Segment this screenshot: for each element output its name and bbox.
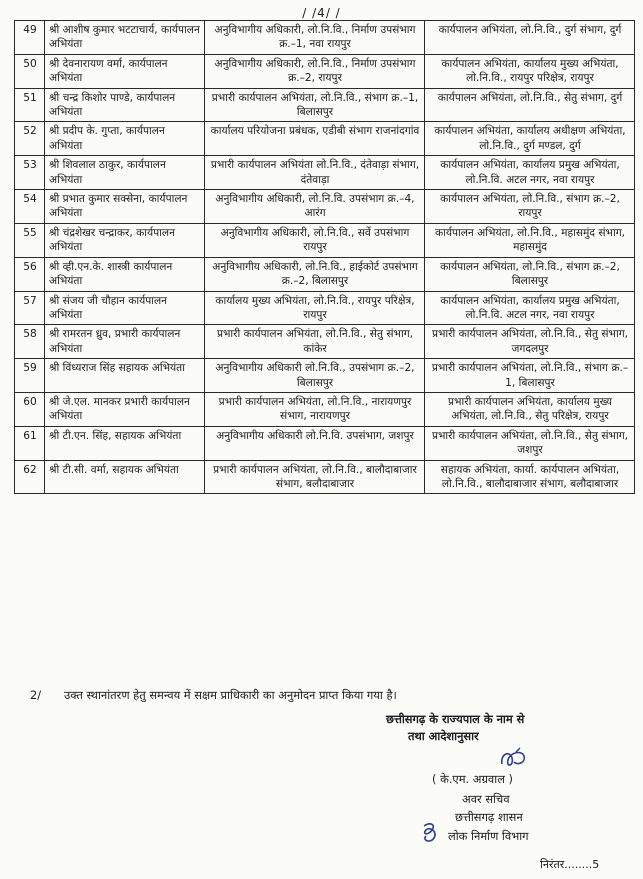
serial-number-cell: 54 bbox=[15, 190, 45, 224]
new-posting-cell: कार्यपालन अभियंता, कार्यालय मुख्य अभियंता, लो.नि.वि., रायपुर परिक्षेत्र, रायपुर bbox=[425, 54, 635, 88]
table-row bbox=[15, 122, 635, 156]
serial-number-cell: 56 bbox=[15, 257, 45, 291]
current-posting-cell: कार्यालय मुख्य अभियंता, लो.नि.वि., रायपुर परिक्षेत्र, रायपुर bbox=[205, 291, 425, 325]
handwritten-initial bbox=[416, 820, 446, 846]
handwritten-signature bbox=[496, 746, 530, 772]
serial-number-cell: 49 bbox=[15, 21, 45, 55]
current-posting-cell: प्रभारी कार्यपालन अभियंता, लो.नि.वि., सेतु संभाग, कांकेर bbox=[205, 325, 425, 359]
officer-name-cell: श्री जे.एल. मानकर प्रभारी कार्यपालन अभियंता bbox=[45, 392, 205, 426]
table-row bbox=[15, 190, 635, 224]
table-row bbox=[15, 54, 635, 88]
officer-name-cell: श्री विंध्यराज सिंह सहायक अभियंता bbox=[45, 359, 205, 393]
table-row bbox=[15, 392, 635, 426]
officer-name-cell: श्री व्ही.एन.के. शास्त्री कार्यपालन अभियंता bbox=[45, 257, 205, 291]
note-number: 2/ bbox=[30, 688, 42, 702]
officer-name-cell: श्री प्रभात कुमार सक्सेना, कार्यपालन अभियंता bbox=[45, 190, 205, 224]
officer-name-cell: श्री संजय जी चौहान कार्यपालन अभियंता bbox=[45, 291, 205, 325]
officer-name-cell: श्री टी.एन. सिंह, सहायक अभियंता bbox=[45, 426, 205, 460]
officer-name-cell: श्री शिवलाल ठाकुर, कार्यपालन अभियंता bbox=[45, 156, 205, 190]
table-row bbox=[15, 88, 635, 122]
new-posting-cell: कार्यपालन अभियंता, लो.नि.वि., संभाग क्र.–2, बिलासपुर bbox=[425, 257, 635, 291]
signatory-name: ( के.एम. अग्रवाल ) bbox=[432, 772, 513, 786]
serial-number-cell: 58 bbox=[15, 325, 45, 359]
new-posting-cell: कार्यपालन अभियंता, कार्यालय प्रमुख अभियंता, लो.नि.वि. अटल नगर, नवा रायपुर bbox=[425, 291, 635, 325]
transfer-table-body bbox=[15, 21, 635, 494]
table-row bbox=[15, 426, 635, 460]
officer-name-cell: श्री चंद्रशेखर चन्द्राकर, कार्यपालन अभियंता bbox=[45, 223, 205, 257]
serial-number-cell: 51 bbox=[15, 88, 45, 122]
signatory-department: लोक निर्माण विभाग bbox=[448, 829, 529, 843]
new-posting-cell: कार्यपालन अभियंता, कार्यालय प्रमुख अभियंता, लो.नि.वि. अटल नगर, नवा रायपुर bbox=[425, 156, 635, 190]
serial-number-cell: 62 bbox=[15, 460, 45, 494]
new-posting-cell: कार्यपालन अभियंता, लो.नि.वि., संभाग क्र.–2, रायपुर bbox=[425, 190, 635, 224]
new-posting-cell: प्रभारी कार्यपालन अभियंता, कार्यालय मुख्य अभियंता, लो.नि.वि., सेतु परिक्षेत्र, रायपुर bbox=[425, 392, 635, 426]
officer-name-cell: श्री देवनारायण वर्मा, कार्यपालन अभियंता bbox=[45, 54, 205, 88]
current-posting-cell: अनुविभागीय अधिकारी लो.नि.वि., उपसंभाग क्र.–2, बिलासपुर bbox=[205, 359, 425, 393]
current-posting-cell: प्रभारी कार्यपालन अभियंता लो.नि.वि., दंतेवाड़ा संभाग, दंतेवाड़ा bbox=[205, 156, 425, 190]
serial-number-cell: 50 bbox=[15, 54, 45, 88]
current-posting-cell: अनुविभागीय अधिकारी, लो.नि.वि., निर्माण उपसंभाग क्र.–1, नवा रायपुर bbox=[205, 21, 425, 55]
serial-number-cell: 59 bbox=[15, 359, 45, 393]
table-row bbox=[15, 460, 635, 494]
new-posting-cell: कार्यपालन अभियंता, लो.नि.वि., सेतु संभाग, दुर्ग bbox=[425, 88, 635, 122]
table-row bbox=[15, 325, 635, 359]
signatory-designation: अवर सचिव bbox=[462, 792, 510, 806]
transfer-table bbox=[14, 20, 635, 494]
new-posting-cell: प्रभारी कार्यपालन अभियंता, लो.नि.वि., सेतु संभाग, जगदलपुर bbox=[425, 325, 635, 359]
officer-name-cell: श्री चन्द्र किशोर पाण्डे, कार्यपालन अभियंता bbox=[45, 88, 205, 122]
current-posting-cell: अनुविभागीय अधिकारी, लो.नि.वि., निर्माण उपसंभाग क्र.–2, रायपुर bbox=[205, 54, 425, 88]
continued-marker: निरंतर........5 bbox=[540, 858, 600, 871]
table-row bbox=[15, 359, 635, 393]
current-posting-cell: प्रभारी कार्यपालन अभियंता, लो.नि.वि., बालौदाबाजार संभाग, बलौदाबाजार bbox=[205, 460, 425, 494]
signature-order-line: तथा आदेशानुसार bbox=[408, 729, 479, 743]
current-posting-cell: अनुविभागीय अधिकारी, लो.नि.वि., हाईकोर्ट उपसंभाग क्र.–2, बिलासपुर bbox=[205, 257, 425, 291]
new-posting-cell: सहायक अभियंता, कार्या. कार्यपालन अभियंता, लो.नि.वि., बालौदाबाजार संभाग, बलौदाबाजार bbox=[425, 460, 635, 494]
signatory-government: छत्तीसगढ़ शासन bbox=[455, 810, 523, 824]
table-row bbox=[15, 291, 635, 325]
note-text: उक्त स्थानांतरण हेतु समन्वय में सक्षम प्राधिकारी का अनुमोदन प्राप्त किया गया है। bbox=[64, 688, 397, 702]
serial-number-cell: 57 bbox=[15, 291, 45, 325]
serial-number-cell: 52 bbox=[15, 122, 45, 156]
new-posting-cell: कार्यपालन अभियंता, लो.नि.वि., महासमुंद संभाग, महासमुंद bbox=[425, 223, 635, 257]
current-posting-cell: अनुविभागीय अधिकारी, लो.नि.वि. उपसंभाग क्र.–4, आरंग bbox=[205, 190, 425, 224]
serial-number-cell: 60 bbox=[15, 392, 45, 426]
new-posting-cell: कार्यपालन अभियंता, कार्यालय अधीक्षण अभियंता, लो.नि.वि., दुर्ग मण्डल, दुर्ग bbox=[425, 122, 635, 156]
current-posting-cell: कार्यालय परियोजना प्रबंधक, एडीबी संभाग राजनांदगांव bbox=[205, 122, 425, 156]
officer-name-cell: श्री आशीष कुमार भटटाचार्य, कार्यपालन अभियंता bbox=[45, 21, 205, 55]
table-row bbox=[15, 257, 635, 291]
table-row bbox=[15, 21, 635, 55]
officer-name-cell: श्री टी.सी. वर्मा, सहायक अभियंता bbox=[45, 460, 205, 494]
approval-note bbox=[30, 688, 630, 703]
page-number: / /4/ / bbox=[302, 6, 341, 20]
current-posting-cell: प्रभारी कार्यपालन अभियंता, लो.नि.वि., संभाग क्र.–1, बिलासपुर bbox=[205, 88, 425, 122]
serial-number-cell: 61 bbox=[15, 426, 45, 460]
new-posting-cell: प्रभारी कार्यपालन अभियंता, लो.नि.वि., सेतु संभाग, जशपुर bbox=[425, 426, 635, 460]
current-posting-cell: अनुविभागीय अधिकारी लो.नि.वि. उपसंभाग, जशपुर bbox=[205, 426, 425, 460]
current-posting-cell: प्रभारी कार्यपालन अभियंता, लो.नि.वि., नारायणपुर संभाग, नारायणपुर bbox=[205, 392, 425, 426]
new-posting-cell: प्रभारी कार्यपालन अभियंता, लो.नि.वि., संभाग क्र.–1, बिलासपुर bbox=[425, 359, 635, 393]
officer-name-cell: श्री प्रदीप के. गुप्ता, कार्यपालन अभियंता bbox=[45, 122, 205, 156]
signature-on-behalf: छत्तीसगढ़ के राज्यपाल के नाम से bbox=[386, 712, 525, 726]
officer-name-cell: श्री रामरतन ध्रुव, प्रभारी कार्यपालन अभियंता bbox=[45, 325, 205, 359]
table-row bbox=[15, 156, 635, 190]
new-posting-cell: कार्यपालन अभियंता, लो.नि.वि., दुर्ग संभाग, दुर्ग bbox=[425, 21, 635, 55]
serial-number-cell: 53 bbox=[15, 156, 45, 190]
current-posting-cell: अनुविभागीय अधिकारी, लो.नि.वि., सर्वे उपसंभाग रायपुर bbox=[205, 223, 425, 257]
table-row bbox=[15, 223, 635, 257]
serial-number-cell: 55 bbox=[15, 223, 45, 257]
